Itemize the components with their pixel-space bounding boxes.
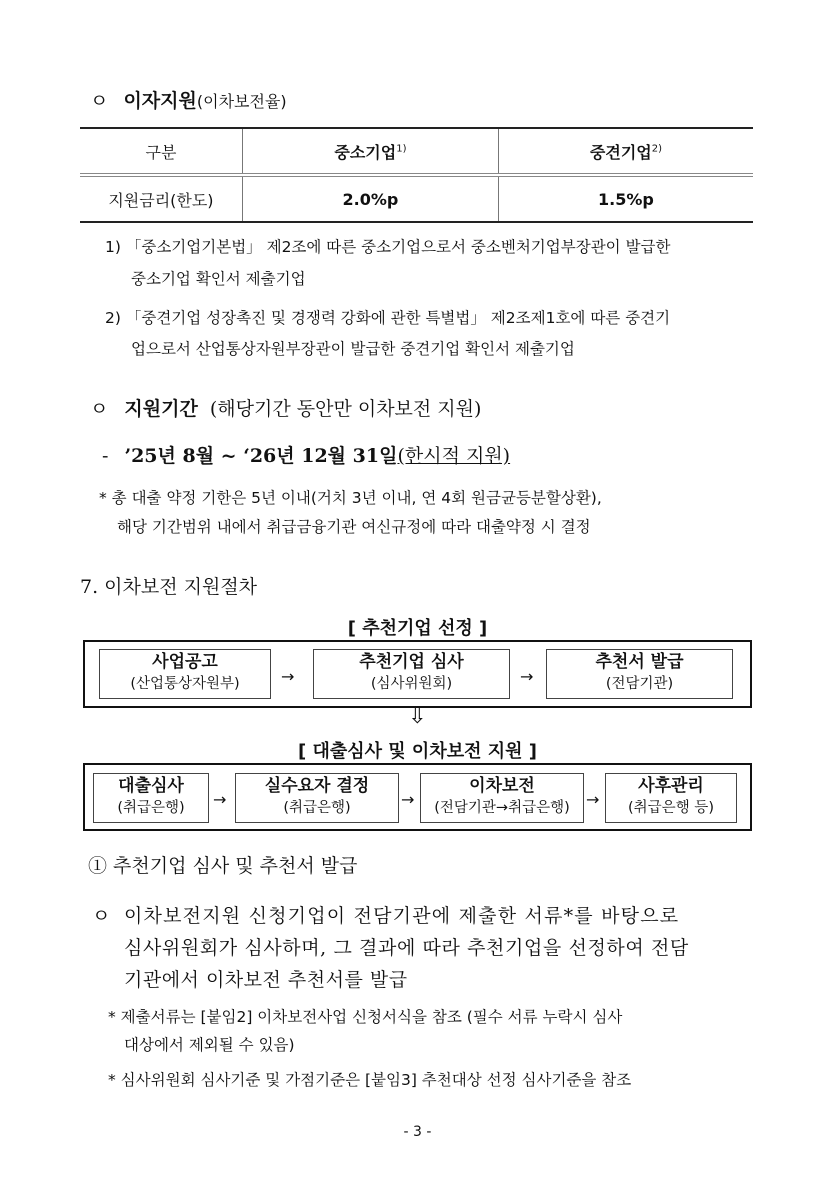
flow2-node-followup: 사후관리 (취급은행 등): [605, 773, 737, 823]
value-sme: 2.0%p: [242, 175, 498, 222]
period-heading: ㅇ 지원기간 (해당기간 동안만 이차보전 지원): [90, 398, 482, 420]
heading-bullet: ㅇ: [90, 90, 109, 112]
interest-heading: [90, 86, 287, 113]
page-number: - 3 -: [403, 1124, 432, 1140]
flow1-node-issue: 추천서 발급 (전담기관): [546, 649, 733, 699]
flow2-node-loan-review: 대출심사 (취급은행): [93, 773, 209, 823]
flow2-node-decision: 실수요자 결정 (취급은행): [235, 773, 399, 823]
table-row: [80, 175, 753, 222]
period-range: ’25년 8월 ~ ‘26년 12월 31일: [124, 445, 398, 467]
header-category: 구분: [80, 128, 242, 175]
flow2-node-subsidy: 이차보전 (전담기관→취급은행): [420, 773, 584, 823]
flow2-arrow-2: →: [401, 790, 415, 809]
flow1-arrow-1: →: [281, 667, 295, 686]
period-title: 지원기간: [124, 398, 198, 420]
period-range-note: (한시적 지원): [397, 445, 511, 467]
section7-title: 7. 이차보전 지원절차: [80, 576, 258, 598]
flow1-arrow-2: →: [520, 667, 534, 686]
interest-subtitle: (이차보전율): [196, 92, 287, 111]
flow2-container: [83, 763, 752, 831]
subsection1-para-3: 기관에서 이차보전 추천서를 발급: [124, 969, 408, 991]
header-midsize: 중견기업$^{2)}$: [498, 128, 753, 175]
header-sme: 중소기업$^{1)}$: [242, 128, 498, 175]
flow1-node-review: 추천기업 심사 (심사위원회): [313, 649, 510, 699]
flow1-container: [83, 640, 752, 708]
row-label: 지원금리(한도): [80, 175, 242, 222]
rate-table: [80, 127, 753, 223]
flow2-arrow-3: →: [586, 790, 600, 809]
period-subtitle: (해당기간 동안만 이차보전 지원): [209, 398, 482, 420]
value-midsize: 1.5%p: [498, 175, 753, 222]
footnote-2-cont: 업으로서 산업통상자원부장관이 발급한 중견기업 확인서 제출기업: [131, 340, 575, 358]
table-header-row: [80, 128, 753, 175]
footnote-2: 2) 「중견기업 성장촉진 및 경쟁력 강화에 관한 특별법」 제2조제1호에 따른 중견기: [105, 309, 671, 327]
subsection1-bullet: ㅇ: [92, 905, 111, 927]
period-note-2: 해당 기간범위 내에서 취급금융기관 여신규정에 따라 대출약정 시 결정: [117, 518, 591, 536]
down-arrow-icon: ⇩: [408, 704, 427, 729]
subsection1-note-1: * 제출서류는 [붙임2] 이차보전사업 신청서식을 참조 (필수 서류 누락시 심사: [108, 1008, 623, 1026]
period-range-line: - ’25년 8월 ~ ‘26년 12월 31일(한시적 지원): [102, 445, 511, 467]
flow1-label: [ 추천기업 선정 ]: [347, 618, 488, 639]
flow1-node-announcement: 사업공고 (산업통상자원부): [99, 649, 271, 699]
interest-title: 이자지원: [123, 90, 197, 112]
subsection1-note-2: * 심사위원회 심사기준 및 가점기준은 [붙임3] 추천대상 선정 심사기준을 참조: [108, 1071, 632, 1089]
footnote-1: 1) 「중소기업기본법」 제2조에 따른 중소기업으로서 중소벤처기업부장관이 발급한: [105, 238, 671, 256]
flow2-label: [ 대출심사 및 이차보전 지원 ]: [297, 741, 538, 762]
subsection1-para-2: 심사위원회가 심사하며, 그 결과에 따라 추천기업을 선정하여 전담: [124, 937, 689, 959]
period-note-1: * 총 대출 약정 기한은 5년 이내(거치 3년 이내, 연 4회 원금균등분할상환),: [99, 489, 602, 507]
subsection1-note-1-cont: 대상에서 제외될 수 있음): [124, 1036, 295, 1054]
flow2-arrow-1: →: [213, 790, 227, 809]
footnote-1-cont: 중소기업 확인서 제출기업: [131, 270, 306, 288]
subsection1-para-1: 이차보전지원 신청기업이 전담기관에 제출한 서류*를 바탕으로: [124, 905, 680, 927]
subsection1-title: ① 추천기업 심사 및 추천서 발급: [88, 855, 358, 877]
